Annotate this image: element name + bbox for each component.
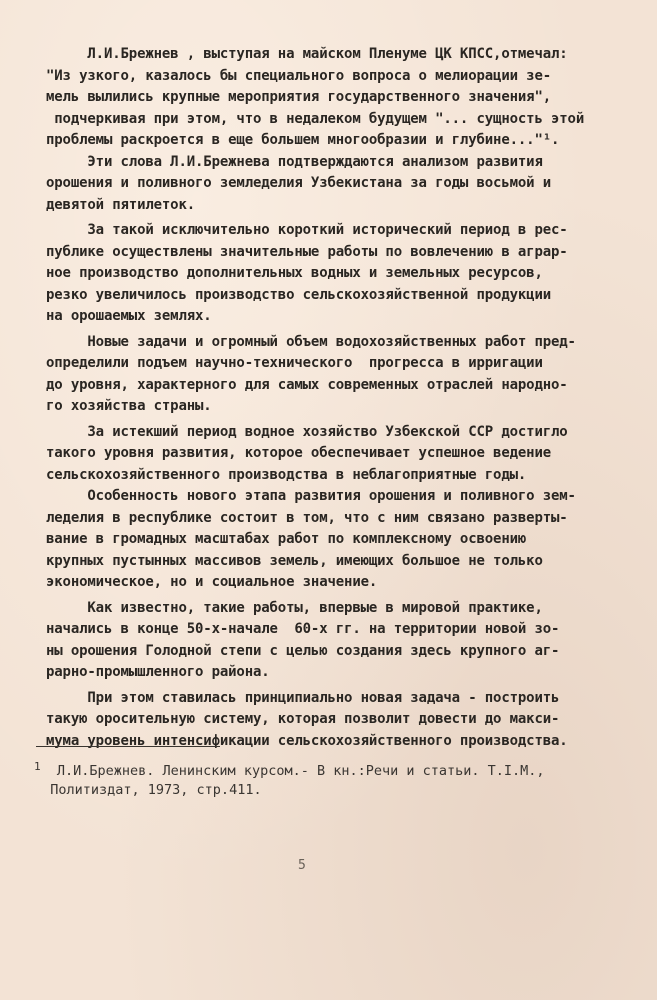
text-line: такого уровня развития, которое обеспечивает успешное ведение — [46, 445, 552, 461]
text-line: При этом ставилась принципиально новая задача - построить — [46, 689, 560, 706]
text-line: ны орошения Голодной степи с целью создания здесь крупного аг- — [46, 642, 560, 659]
text-line: "Из узкого, казалось бы специального вопроса о мелиорации зе- — [46, 67, 552, 84]
text-line: подчеркивая при этом, что в недалеком будущем "... сущность этой — [46, 110, 585, 127]
text-line: сельскохозяйственного производства в неблагоприятные годы. — [46, 466, 527, 483]
body-text — [46, 44, 594, 752]
text-line: орошения и поливного земледелия Узбекистана за годы восьмой и — [46, 175, 552, 191]
text-line: экономическое, но и социальное значение. — [46, 574, 378, 590]
footnote-text: Политиздат, 1973, стр.411. — [34, 782, 262, 798]
footnote — [34, 762, 594, 800]
text-line: крупных пустынных массивов земель, имеющих большое не только — [46, 552, 543, 569]
paragraph-8 — [46, 688, 594, 753]
text-line: на орошаемых землях. — [46, 308, 212, 324]
paragraph-3 — [46, 220, 594, 328]
text-line: За такой исключительно короткий исторический период в рес- — [46, 222, 568, 238]
text-line: Эти слова Л.И.Брежнева подтверждаются анализом развития — [46, 153, 543, 170]
text-line: го хозяйства страны. — [46, 398, 212, 414]
footnote-text: Л.И.Брежнев. Ленинским курсом.- В кн.:Речи и статьи. Т.I.М., — [40, 763, 545, 779]
paragraph-7 — [46, 598, 594, 684]
text-line: до уровня, характерного для самых современных отраслей народно- — [46, 376, 568, 393]
paragraph-2 — [46, 152, 594, 217]
text-line: такую оросительную систему, которая позволит довести до макси- — [46, 711, 560, 727]
footnote-mark: 1 — [34, 760, 41, 773]
text-line: проблемы раскроется в еще большем многообразии и глубине..."¹. — [46, 132, 560, 148]
text-line: вание в громадных масштабах работ по комплексному освоению — [46, 531, 527, 547]
text-line: леделия в республике состоит в том, что с ним связано разверты- — [46, 509, 568, 526]
paragraph-4 — [46, 332, 594, 418]
text-line: Особенность нового этапа развития орошения и поливного зем- — [46, 488, 576, 504]
text-line: мель вылились крупные мероприятия государственного значения", — [46, 89, 552, 105]
paragraph-5 — [46, 422, 594, 487]
footnote-line — [34, 762, 594, 781]
text-line: Л.И.Брежнев , выступая на майском Пленуме ЦК КПСС,отмечал: — [46, 46, 568, 62]
paragraph-1 — [46, 44, 594, 152]
text-line: рарно-промышленного района. — [46, 664, 270, 680]
text-line: публике осуществлены значительные работы по вовлечению в аграр- — [46, 243, 568, 260]
text-line: мума уровень интенсификации сельскохозяйственного производства. — [46, 732, 568, 749]
paragraph-6 — [46, 486, 594, 594]
text-line: За истекший период водное хозяйство Узбекской ССР достигло — [46, 423, 568, 440]
text-line: Как известно, такие работы, впервые в мировой практике, — [46, 599, 543, 616]
page-number: 5 — [298, 858, 306, 873]
text-line: Новые задачи и огромный объем водохозяйственных работ пред- — [46, 333, 576, 350]
footnote-line — [34, 781, 594, 800]
text-line: резко увеличилось производство сельскохозяйственной продукции — [46, 286, 552, 303]
text-line: девятой пятилеток. — [46, 196, 196, 213]
footnote-divider — [36, 746, 220, 747]
text-line: определили подъем научно-технического прогресса в ирригации — [46, 355, 543, 371]
text-line: начались в конце 50-х-начале 60-х гг. на территории новой зо- — [46, 621, 560, 637]
text-line: ное производство дополнительных водных и земельных ресурсов, — [46, 265, 543, 281]
